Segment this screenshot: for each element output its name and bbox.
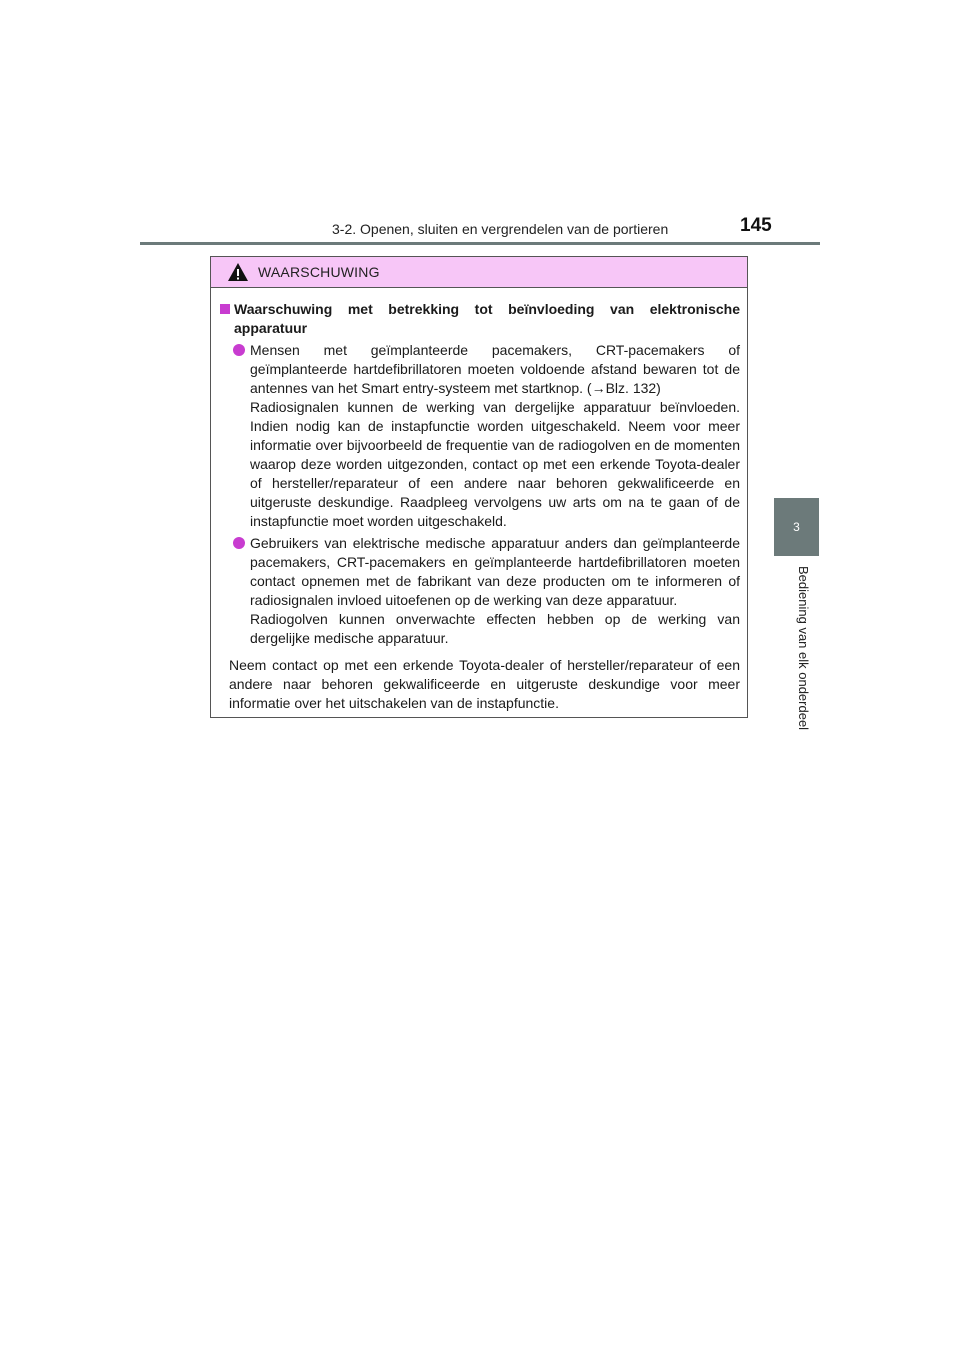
square-bullet-icon [220, 304, 230, 314]
warning-triangle-icon [227, 262, 249, 282]
item-paragraph: Mensen met geïmplanteerde pacemakers, CRT-pacemakers of geïmplanteerde hartdefibrillatoren moeten voldoende afstand bewaren tot de antennes van het Smart entry-systeem met startknop. (→Blz. 132) [250, 342, 740, 396]
warning-body [211, 288, 747, 713]
header-rule [140, 242, 820, 245]
round-bullet-icon [233, 537, 245, 549]
page-number: 145 [740, 215, 772, 236]
closing-paragraph: Neem contact op met een erkende Toyota-dealer of hersteller/reparateur of een andere naar behoren gekwalificeerde en uitgeruste deskundige voor meer informatie over het uitschakelen van de instapfunctie. [229, 657, 740, 711]
item-paragraph: Gebruikers van elektrische medische apparatuur anders dan geïmplanteerde pacemakers, CRT-pacemakers en geïmplanteerde hartdefibrillatoren moeten contact opnemen met de fabrikant van deze producten om te informeren of radiosignalen invloed uitoefenen op de werking van deze apparatuur. [250, 535, 740, 608]
list-item [218, 534, 740, 648]
list-item [218, 341, 740, 531]
warning-header [211, 257, 747, 288]
chapter-tab-label: Bediening van elk onderdeel [796, 566, 811, 731]
round-bullet-icon [233, 344, 245, 356]
chapter-number: 3 [793, 520, 800, 534]
warning-heading: WAARSCHUWING [258, 264, 380, 280]
item-paragraph: Radiogolven kunnen onverwachte effecten hebben op de werking van dergelijke medische apparatuur. [250, 611, 740, 646]
chapter-section-title: 3-2. Openen, sluiten en vergrendelen van de portieren [332, 221, 669, 237]
chapter-tab [774, 498, 819, 556]
warning-section-title [218, 300, 740, 338]
warning-section-title-text: Waarschuwing met betrekking tot beïnvloeding van elektronische apparatuur [234, 301, 740, 336]
warning-box [210, 256, 748, 718]
item-paragraph: Radiosignalen kunnen de werking van dergelijke apparatuur beïnvloeden. Indien nodig kan de instapfunctie worden uitgeschakeld. Neem voor meer informatie over bijvoorbeeld de frequentie van de radiogolven en de momenten waarop deze worden uitgezonden, contact op met een erkende Toyota-dealer of hersteller/reparateur of een andere naar behoren gekwalificeerde en uitgeruste deskundige. Raadpleeg vervolgens uw arts om na te gaan of de instapfunctie moet worden uitgeschakeld. [250, 399, 740, 529]
